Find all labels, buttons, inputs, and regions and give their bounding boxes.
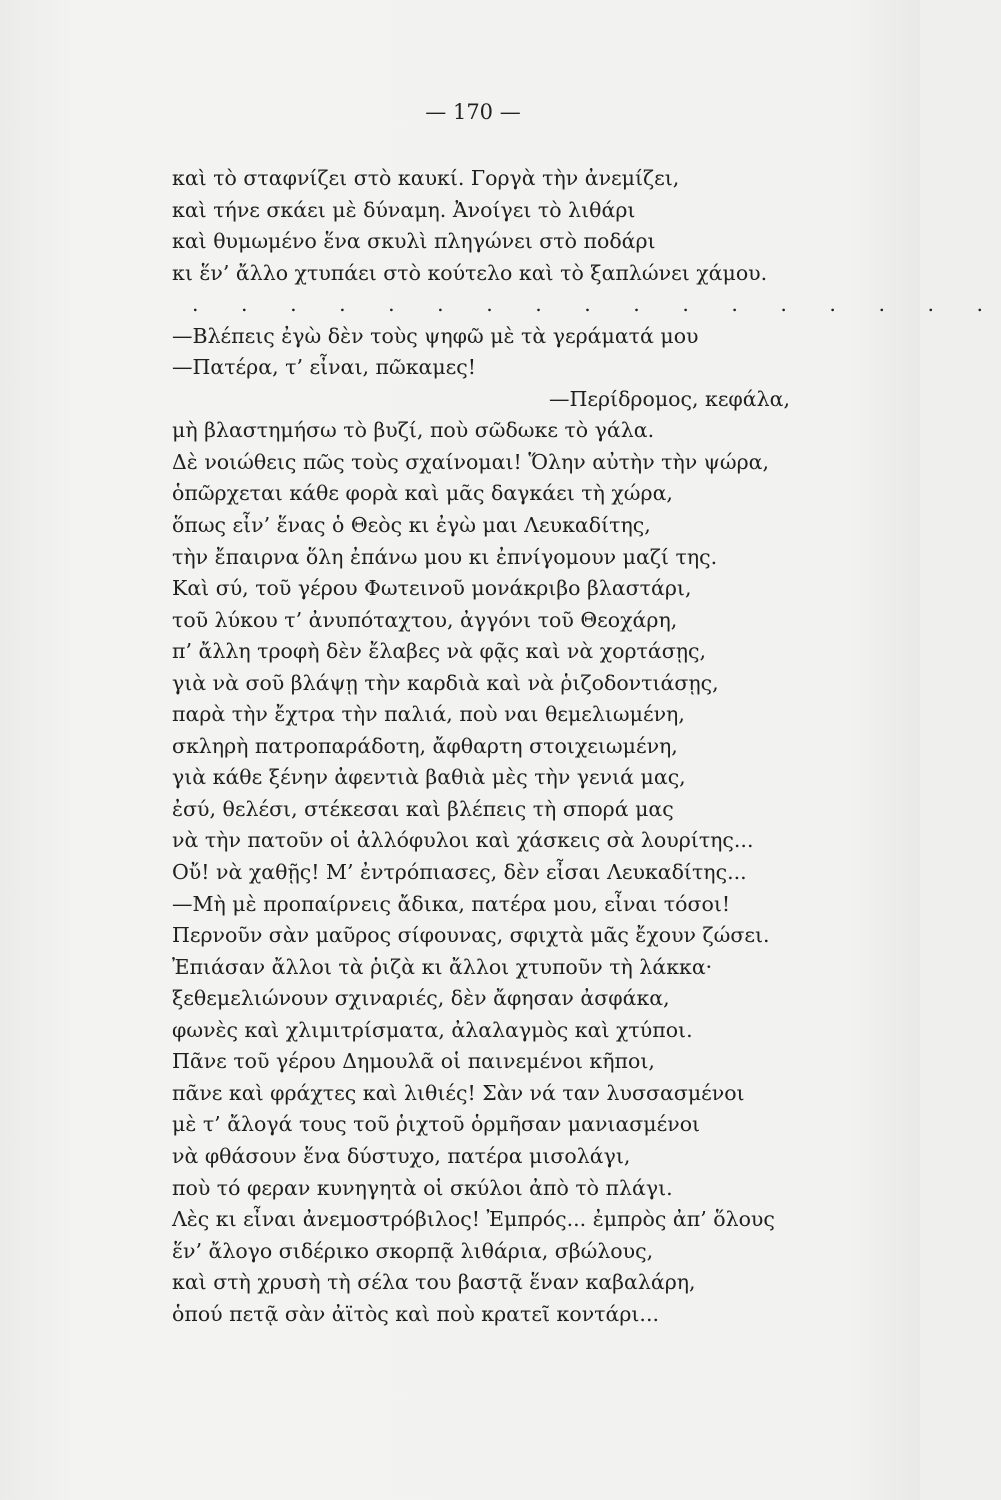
page-number: — 170 — <box>425 100 521 124</box>
verse-line: παρὰ τὴν ἔχτρα τὴν παλιά, ποὺ ναι θεμελιωμένη, <box>172 702 685 727</box>
verse-line: Περνοῦν σὰν μαῦρος σίφουνας, σφιχτὰ μᾶς ἔχουν ζώσει. <box>172 923 770 948</box>
verse-line: καὶ τήνε σκάει μὲ δύναμη. Ἀνοίγει τὸ λιθάρι <box>172 197 636 222</box>
verse-line: φωνὲς καὶ χλιμιτρίσματα, ἀλαλαγμὸς καὶ χτύποι. <box>172 1017 693 1042</box>
verse-line: καὶ τὸ σταφνίζει στὸ καυκί. Γοργὰ τὴν ἀνεμίζει, <box>172 166 680 190</box>
verse-line: Δὲ νοιώθεις πῶς τοὺς σχαίνομαι! Ὅλην αὐτὴν τὴν ψώρα, <box>172 449 769 474</box>
verse-line: Πᾶνε τοῦ γέρου Δημουλᾶ οἱ παινεμένοι κῆποι, <box>172 1049 655 1074</box>
verse-line: Οὔ! νὰ χαθῇς! Μ’ ἐντρόπιασες, δὲν εἶσαι Λευκαδίτης... <box>172 860 747 885</box>
verse-line: —Βλέπεις ἐγὼ δὲν τοὺς ψηφῶ μὲ τὰ γεράματά μου <box>172 323 699 348</box>
verse-line: ὁπού πετᾷ σὰν ἀϊτὸς καὶ ποὺ κρατεῖ κοντάρι... <box>172 1301 659 1326</box>
verse-line: μὴ βλαστημήσω τὸ βυζί, ποὺ σῶδωκε τὸ γάλα. <box>172 418 655 443</box>
verse-line: τοῦ λύκου τ’ ἀνυπόταχτου, ἀγγόνι τοῦ Θεοχάρη, <box>172 607 678 632</box>
verse-line: —Πατέρα, τ’ εἶναι, πῶκαμες! <box>172 355 477 380</box>
verse-line: ποὺ τό φεραν κυνηγητὰ οἱ σκύλοι ἀπὸ τὸ πλάγι. <box>172 1175 673 1200</box>
poem-text <box>172 163 1001 1330</box>
verse-line: —Μὴ μὲ προπαίρνεις ἄδικα, πατέρα μου, εἶναι τόσοι! <box>172 891 731 916</box>
verse-line: νὰ τὴν πατοῦν οἱ ἀλλόφυλοι καὶ χάσκεις σὰ λουρίτης... <box>172 828 754 853</box>
verse-line: τὴν ἔπαιρνα ὅλη ἐπάνω μου κι ἐπνίγομουν μαζί της. <box>172 544 718 569</box>
ellipsis-separator: . . . . . . . . . . . . . . . . . <box>192 292 1001 317</box>
verse-line: ἕν’ ἄλογο σιδέρικο σκορπᾷ λιθάρια, σβώλους, <box>172 1238 654 1263</box>
verse-line: ξεθεμελιώνουν σχιναριές, δὲν ἄφησαν ἀσφάκα, <box>172 986 670 1011</box>
verse-line: ἐσύ, θελέσι, στέκεσαι καὶ βλέπεις τὴ σπορά μας <box>172 796 674 821</box>
verse-line: —Περίδρομος, κεφάλα, <box>549 386 790 411</box>
verse-line: ὁπῶρχεται κάθε φορὰ καὶ μᾶς δαγκάει τὴ χώρα, <box>172 481 673 506</box>
verse-line: γιὰ κάθε ξένην ἀφεντιὰ βαθιὰ μὲς τὴν γενιά μας, <box>172 765 686 790</box>
verse-line: Λὲς κι εἶναι ἀνεμοστρόβιλος! Ἐμπρός... ἐμπρὸς ἀπ’ ὅλους <box>172 1207 775 1232</box>
verse-line: ὅπως εἶν’ ἕνας ὁ Θεὸς κι ἐγὼ μαι Λευκαδίτης, <box>172 513 651 538</box>
verse-line: σκληρὴ πατροπαράδοτη, ἄφθαρτη στοιχειωμένη, <box>172 733 678 758</box>
verse-line: καὶ στὴ χρυσὴ τὴ σέλα του βαστᾷ ἕναν καβαλάρη, <box>172 1270 696 1295</box>
verse-line: Καὶ σύ, τοῦ γέρου Φωτεινοῦ μονάκριβο βλαστάρι, <box>172 576 692 601</box>
verse-line: νὰ φθάσουν ἕνα δύστυχο, πατέρα μισολάγι, <box>172 1143 631 1168</box>
verse-line: καὶ θυμωμένο ἕνα σκυλὶ πληγώνει στὸ ποδάρι <box>172 229 656 254</box>
verse-line: κι ἕν’ ἄλλο χτυπάει στὸ κούτελο καὶ τὸ ξαπλώνει χάμου. <box>172 260 768 285</box>
verse-line: γιὰ νὰ σοῦ βλάψῃ τὴν καρδιὰ καὶ νὰ ῥιζοδοντιάσῃς, <box>172 670 719 695</box>
verse-line: Ἐπιάσαν ἄλλοι τὰ ῥιζὰ κι ἄλλοι χτυποῦν τὴ λάκκα· <box>172 954 713 979</box>
verse-line: πᾶνε καὶ φράχτες καὶ λιθιές! Σὰν νά ταν λυσσασμένοι <box>172 1080 745 1105</box>
verse-line: π’ ἄλλη τροφὴ δὲν ἔλαβες νὰ φᾷς καὶ νὰ χορτάσῃς, <box>172 639 706 664</box>
verse-line: μὲ τ’ ἄλογά τους τοῦ ῥιχτοῦ ὁρμῆσαν μανιασμένοι <box>172 1112 701 1137</box>
